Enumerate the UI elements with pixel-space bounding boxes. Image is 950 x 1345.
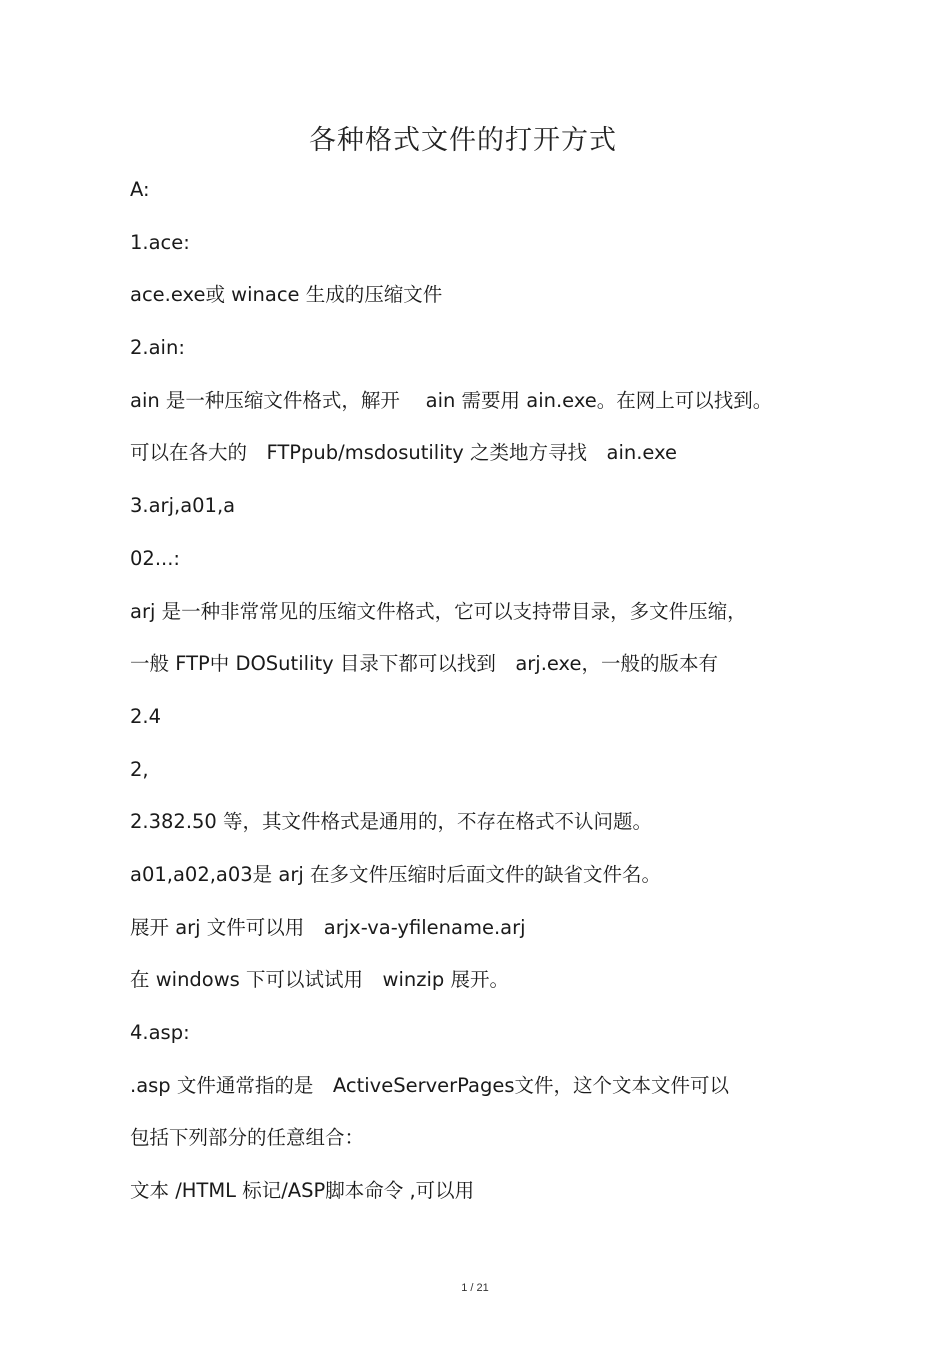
text-line: 一般 FTP中 DOSutility 目录下都可以找到 arj.exe，一般的版本有 bbox=[130, 652, 718, 676]
text-line: 包括下列部分的任意组合： bbox=[130, 1126, 365, 1150]
document-body bbox=[130, 176, 850, 1230]
text-line: A: bbox=[130, 178, 150, 201]
document-title: 各种格式文件的打开方式 bbox=[309, 125, 617, 156]
text-line: arj 是一种非常常见的压缩文件格式，它可以支持带目录，多文件压缩， bbox=[130, 599, 747, 623]
text-line: 在 windows 下可以试试用 winzip 展开。 bbox=[130, 968, 509, 992]
text-line: ain 是一种压缩文件格式，解开 ain 需要用 ain.exe。在网上可以找到。 bbox=[130, 388, 773, 412]
text-line: 2.ain: bbox=[130, 336, 185, 360]
text-line: 1.ace: bbox=[130, 230, 190, 254]
text-line: 展开 arj 文件可以用 arjx-va-yfilename.arj bbox=[130, 915, 526, 939]
page-indicator: 1 / 21 bbox=[461, 1282, 489, 1294]
text-line: .asp 文件通常指的是 ActiveServerPages文件，这个文本文件可以 bbox=[130, 1073, 730, 1097]
text-line: 3.arj,a01,a bbox=[130, 494, 236, 518]
text-line: 文本 /HTML 标记/ASP脚本命令 ,可以用 bbox=[130, 1179, 475, 1203]
text-line: a01,a02,a03是 arj 在多文件压缩时后面文件的缺省文件名。 bbox=[130, 862, 661, 886]
text-line: ace.exe或 winace 生成的压缩文件 bbox=[130, 283, 443, 307]
text-line: 2.4 bbox=[130, 704, 162, 728]
text-line: 02...: bbox=[130, 546, 180, 570]
text-line: 2, bbox=[130, 757, 149, 781]
text-line: 可以在各大的 FTPpub/msdosutility 之类地方寻找 ain.exe bbox=[130, 441, 678, 465]
text-line: 4.asp: bbox=[130, 1021, 190, 1044]
text-line: 2.382.50 等，其文件格式是通用的，不存在格式不认问题。 bbox=[130, 810, 653, 834]
